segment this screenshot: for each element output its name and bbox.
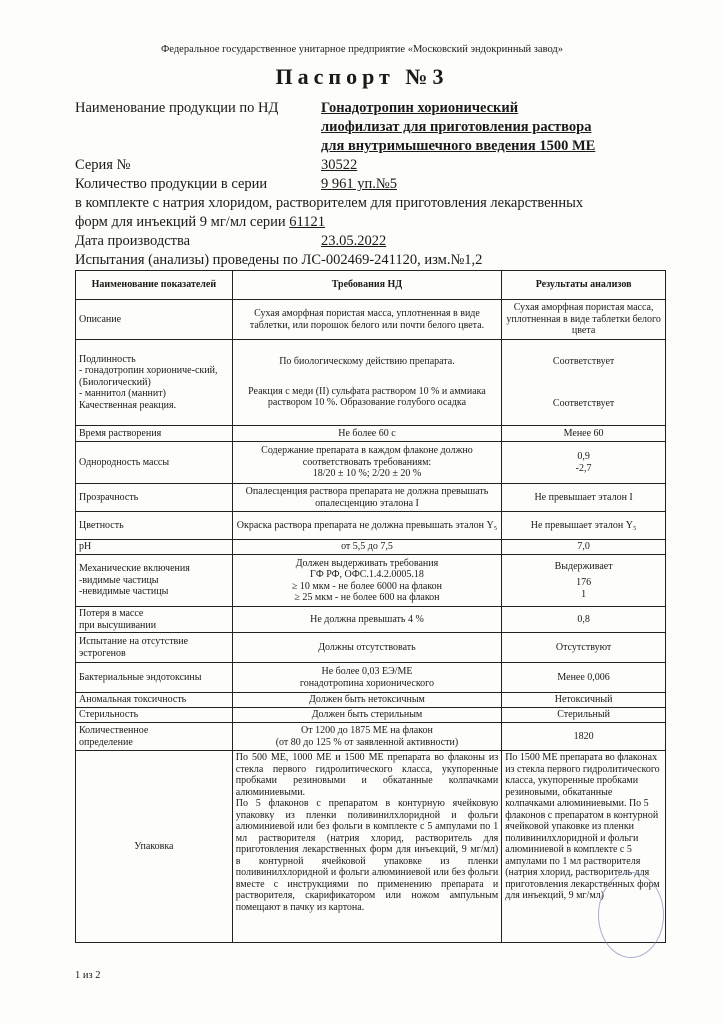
uniformity-res-2: -2,7 xyxy=(575,462,592,474)
inclusions-req-1: Должен выдерживать требования xyxy=(295,557,439,569)
row-result: Не превышает эталон Y₅ xyxy=(502,512,666,540)
authenticity-mannitol: - маннитол (маннит) xyxy=(79,388,166,400)
table-row xyxy=(76,751,666,943)
product-name-line-1: Гонадотропин хорионический xyxy=(321,100,519,116)
row-result: Отсутствуют xyxy=(502,633,666,663)
series-value: 30522 xyxy=(321,157,358,173)
row-name: Время растворения xyxy=(76,426,233,442)
row-name: Бактериальные эндотоксины xyxy=(76,663,233,693)
table-row xyxy=(76,633,666,663)
uniformity-res-1: 0,9 xyxy=(577,451,590,462)
uniformity-req-1: Содержание препарата в каждом флаконе должно соответствовать требованиям: xyxy=(261,445,473,468)
row-result: Менее 0,006 xyxy=(502,663,666,693)
table-row xyxy=(76,540,666,555)
inclusions-req-3: ≥ 10 мкм - не более 6000 на флакон xyxy=(291,580,443,592)
table-row xyxy=(76,340,666,426)
row-result: Стерильный xyxy=(502,708,666,723)
row-result: По 1500 МЕ препарата во флаконах из стекла первого гидролитического класса, укупоренные пробками резиновыми, обкатанные колпачками алюминиевыми. По 5 флаконов с препаратом в контурной ячейковой упаковке из пленки поливинилхлоридной и фольги алюминиевой в комплекте с 5 ампулами по 1 мл растворителя (натрия хлорид, растворитель для приготовления лекарственных форм для инъекций, 9 мг/мл) xyxy=(502,751,666,943)
production-date-label: Дата производства xyxy=(75,233,191,249)
kit-line-2 xyxy=(75,214,325,231)
row-requirement: Сухая аморфная пористая масса, уплотненная в виде таблетки, или порошок белого или почти белого цвета. xyxy=(232,300,501,340)
column-header-requirements: Требования НД xyxy=(232,271,501,300)
row-requirement: Окраска раствора препарата не должна превышать эталон Y₅ xyxy=(232,512,501,540)
drying-name-2: при высушивании xyxy=(79,619,157,631)
assay-name-2: определение xyxy=(79,736,133,748)
row-requirement xyxy=(232,442,501,484)
row-requirement: Опалесценция раствора препарата не должна превышать опалесценцию эталона I xyxy=(232,484,501,512)
table-row xyxy=(76,693,666,708)
row-result: Менее 60 xyxy=(502,426,666,442)
estrogens-name-2: эстрогенов xyxy=(79,647,126,659)
product-label: Наименование продукции по НД xyxy=(75,100,279,116)
row-name xyxy=(76,607,233,633)
table-row xyxy=(76,512,666,540)
production-date-value: 23.05.2022 xyxy=(321,233,387,249)
table-row xyxy=(76,426,666,442)
inclusions-res-2: 176 xyxy=(576,577,592,589)
table-row xyxy=(76,484,666,512)
authenticity-res-1: Соответствует xyxy=(552,356,615,367)
table-row xyxy=(76,708,666,723)
row-name: Аномальная токсичность xyxy=(76,693,233,708)
page-number: 1 из 2 xyxy=(75,970,101,981)
assay-req-2: (от 80 до 125 % от заявленной активности) xyxy=(275,736,459,748)
row-result xyxy=(502,340,666,426)
inclusions-req-4: ≥ 25 мкм - не более 600 на флакон xyxy=(294,592,440,603)
inclusions-title: Механические включения xyxy=(79,563,190,575)
series-label: Серия № xyxy=(75,157,131,173)
row-result: Нетоксичный xyxy=(502,693,666,708)
row-name: Прозрачность xyxy=(76,484,233,512)
table-row xyxy=(76,723,666,751)
table-row xyxy=(76,442,666,484)
inclusions-req-2: ГФ РФ, ОФС.1.4.2.0005.18 xyxy=(310,569,424,580)
assay-name-1: Количественное xyxy=(79,725,149,736)
quantity-label: Количество продукции в серии xyxy=(75,176,268,192)
row-name xyxy=(76,555,233,607)
row-result xyxy=(502,442,666,484)
row-name xyxy=(76,633,233,663)
row-requirement: Должны отсутствовать xyxy=(232,633,501,663)
inclusions-res-3: 1 xyxy=(581,588,587,600)
authenticity-title: Подлинность xyxy=(79,353,136,365)
row-result xyxy=(502,555,666,607)
table-row xyxy=(76,300,666,340)
quantity-value: 9 961 уп.№5 xyxy=(321,176,397,192)
authenticity-req-1: По биологическому действию препарата. xyxy=(279,356,455,368)
estrogens-name-1: Испытание на отсутствие xyxy=(79,636,189,647)
assay-req-1: От 1200 до 1875 МЕ на флакон xyxy=(301,725,433,736)
kit-series-value: 61121 xyxy=(289,214,326,230)
row-result: 7,0 xyxy=(502,540,666,555)
row-requirement: Должен быть стерильным xyxy=(232,708,501,723)
uniformity-req-2: 18/20 ± 10 %; 2/20 ± 20 % xyxy=(312,468,422,480)
authenticity-gonadotropin: - гонадотропин хориониче-ский, (Биологический) xyxy=(79,365,218,388)
document-title: Паспорт №3 xyxy=(275,64,449,89)
endotoxins-req-2: гонадотропина хорионического xyxy=(299,677,435,689)
row-name: Стерильность xyxy=(76,708,233,723)
product-name-line-2: лиофилизат для приготовления раствора xyxy=(321,119,592,135)
row-name: Описание xyxy=(76,300,233,340)
column-header-results: Результаты анализов xyxy=(502,271,666,300)
row-requirement: от 5,5 до 7,5 xyxy=(232,540,501,555)
row-requirement: Не более 60 с xyxy=(232,426,501,442)
authenticity-req-2: Реакция с меди (II) сульфата раствором 10 % и аммиака раствором 10 %. Образование голубого осадка xyxy=(248,385,486,409)
authenticity-reaction: Качественная реакция. xyxy=(79,399,177,411)
packaging-req-1: По 500 МЕ, 1000 МЕ и 1500 МЕ препарата во флаконы из стекла первого гидролитического класса, укупоренные пробками резиновыми и обкатанные колпачками алюминиевыми. xyxy=(235,752,499,798)
inclusions-res-1: Выдерживает xyxy=(554,560,613,572)
column-header-indicators: Наименование показателей xyxy=(76,271,233,300)
row-requirement xyxy=(232,751,501,943)
row-requirement: Должен быть нетоксичным xyxy=(232,693,501,708)
row-requirement xyxy=(232,555,501,607)
tests-reference: Испытания (анализы) проведены по ЛС-002469-241120, изм.№1,2 xyxy=(75,252,483,268)
drying-name-1: Потеря в массе xyxy=(79,608,144,619)
row-name xyxy=(76,340,233,426)
row-requirement xyxy=(232,723,501,751)
table-row xyxy=(76,607,666,633)
table-row xyxy=(76,663,666,693)
row-requirement xyxy=(232,663,501,693)
row-result: Не превышает эталон I xyxy=(502,484,666,512)
row-name xyxy=(76,723,233,751)
row-result: Сухая аморфная пористая масса, уплотненная в виде таблетки белого цвета xyxy=(502,300,666,340)
inclusions-visible: -видимые частицы xyxy=(79,574,159,586)
inclusions-invisible: -невидимые частицы xyxy=(79,586,169,598)
authenticity-res-2: Соответствует xyxy=(552,397,615,409)
kit-line-1: в комплекте с натрия хлоридом, растворителем для приготовления лекарственных xyxy=(75,195,584,211)
stamp-mark xyxy=(598,872,664,958)
row-result: 0,8 xyxy=(502,607,666,633)
product-name-line-3: для внутримышечного введения 1500 МЕ xyxy=(321,138,596,154)
row-requirement: Не должна превышать 4 % xyxy=(232,607,501,633)
results-table xyxy=(75,270,666,943)
endotoxins-req-1: Не более 0,03 ЕЭ/МЕ xyxy=(321,666,413,677)
table-header-row xyxy=(76,271,666,300)
row-result: 1820 xyxy=(502,723,666,751)
organization-name: Федеральное государственное унитарное предприятие «Московский эндокринный завод» xyxy=(161,44,563,55)
kit-line-2-text: форм для инъекций 9 мг/мл серии xyxy=(75,214,286,230)
row-name: Упаковка xyxy=(76,751,233,943)
row-requirement xyxy=(232,340,501,426)
row-name: pH xyxy=(76,540,233,555)
row-name: Цветность xyxy=(76,512,233,540)
row-name: Однородность массы xyxy=(76,442,233,484)
packaging-req-2: По 5 флаконов с препаратом в контурную ячейковую упаковку из пленки поливинилхлоридной и фольги алюминиевой или без фольги в комплекте с 5 ампулами по 1 мл растворителя (натрия хлорид, растворитель для приготовления лекарственных форм для инъекций, 9 мг/мл) в контурной ячейковой упаковке из пленки поливинилхлоридной и фольги алюминиевой или без фольги вместе с инструкциями по применению препарата и растворителя, скарификатором или ножом ампульным помещают в пачку из картона. xyxy=(235,798,499,913)
table-row xyxy=(76,555,666,607)
